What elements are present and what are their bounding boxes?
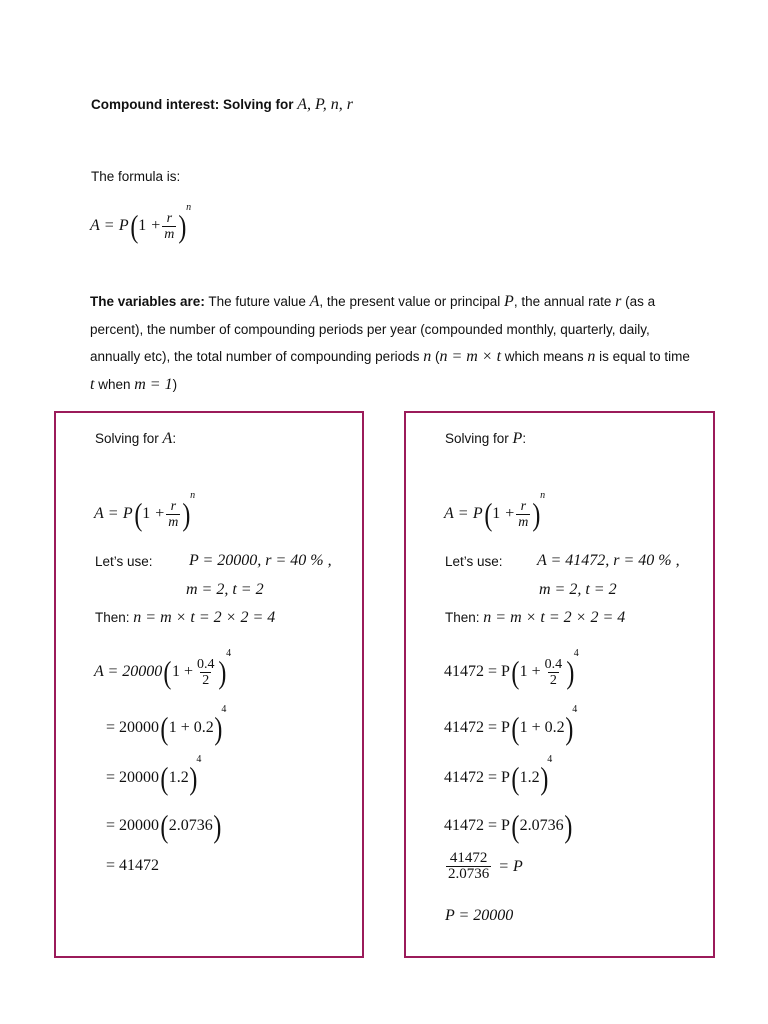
formula-lhs: A [90,217,100,234]
variables-paragraph: The variables are: The future value A, the present value or principal P, the annual rate r (as a percent), the number of compounding periods per year (compounded monthly, quarterly, daily, annually etc), the total number of compounding periods n (n = m × t which means n is equal to time t when m = 1) [90,293,690,393]
box-p-fraction-step: $\frac{41472}{2.0736}$ = P [448,850,523,882]
box-p-step-4: 41472 = P ( 2.0736 ) [444,808,572,844]
title-variables: A, P, n, r [297,96,353,113]
box-p-heading: Solving for P: [445,430,527,447]
right-paren: ) [178,208,187,244]
var-n-2: n [587,348,596,365]
solving-for-a-box [54,411,364,958]
formula-plus: + [151,217,161,234]
box-a-lets-use: Let’s use: [95,554,153,569]
fraction-numerator: r [166,210,173,226]
box-p-given-1: A = 41472, r = 40 % , [537,552,680,569]
box-a-given-2: m = 2, t = 2 [186,581,264,598]
title-text: Compound interest: Solving for [91,97,294,112]
left-paren: ( [129,208,138,244]
box-a-result: = 41472 [106,857,160,874]
formula-one: 1 [138,217,147,234]
variables-heading: The variables are: [90,294,205,309]
box-a-step-3: = 20000 ( 1.2 ) 4 [106,754,202,796]
var-r: r [615,293,622,310]
box-a-step-1: A = 20000 ( 1 + $\frac{0.4}{2}$ ) 4 [94,648,232,690]
box-p-step-1: 41472 = P ( 1 + $\frac{0.4}{2}$ ) 4 [444,648,579,690]
main-formula [90,202,192,244]
box-p-step-3: 41472 = P ( 1.2 ) 4 [444,754,553,796]
formula-exponent: n [186,202,192,213]
formula-equals: = [104,217,114,234]
formula-intro: The formula is: [91,169,181,184]
box-a-step-2: = 20000 ( 1 + 0.2 ) 4 [106,704,227,746]
var-n: n [423,348,432,365]
box-p-then: Then: n = m × t = 2 × 2 = 4 [445,609,626,626]
var-t: t [90,375,95,393]
box-a-heading: Solving for A: [95,430,177,447]
box-a-formula: A = P ( 1 + $\frac{r}{m}$ ) n [94,490,196,532]
var-a: A [309,293,320,310]
box-p-given-2: m = 2, t = 2 [539,581,617,598]
box-p-step-2: 41472 = P ( 1 + 0.2 ) 4 [444,704,578,746]
eq-m: m = 1 [134,375,173,393]
box-a-given-1: P = 20000, r = 40 % , [189,552,332,569]
formula-fraction [162,211,176,242]
var-p: P [504,293,514,310]
page-title [91,96,353,114]
formula-p: P [118,217,129,234]
solving-for-p-box [404,411,715,958]
eq-n: n = m × t [439,348,502,365]
box-p-result: P = 20000 [445,907,514,924]
fraction-denominator: m [164,226,175,242]
box-a-then: Then: n = m × t = 2 × 2 = 4 [95,609,276,626]
box-a-step-4: = 20000 ( 2.0736 ) [106,808,222,844]
box-p-lets-use: Let’s use: [445,554,503,569]
box-p-formula: A = P ( 1 + $\frac{r}{m}$ ) n [444,490,546,532]
